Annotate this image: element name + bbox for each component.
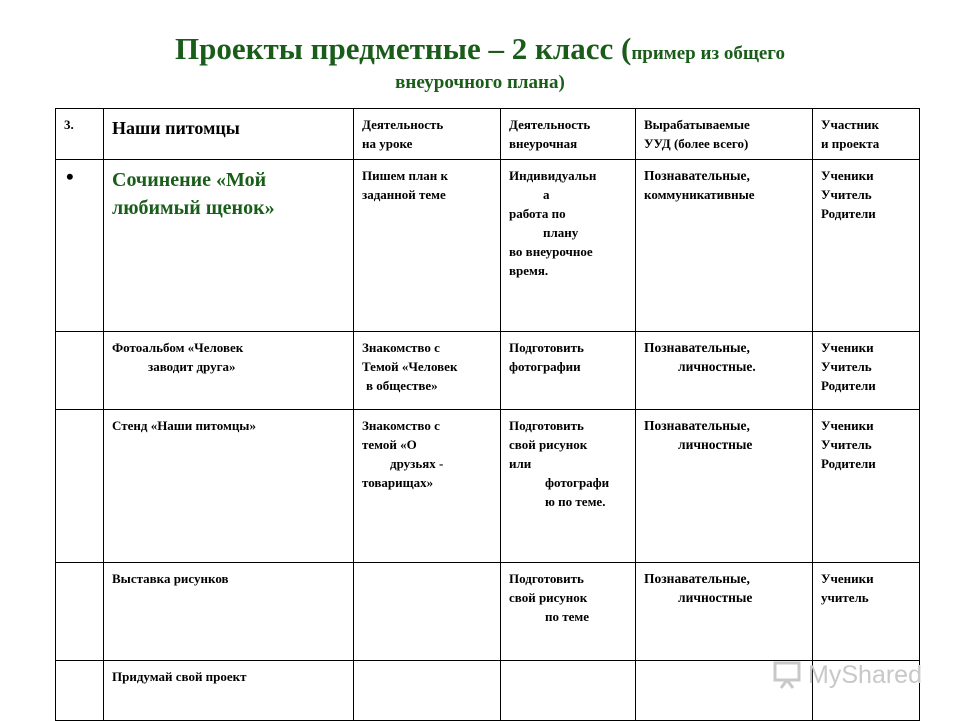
table-row: [56, 332, 920, 410]
projects-table: [55, 108, 920, 721]
row-uud: Познавательные, личностные: [636, 563, 813, 661]
page-title: Проекты предметные – 2 класс (пример из общего внеурочного плана): [175, 31, 785, 93]
header-lesson: Деятельность на уроке: [354, 109, 501, 160]
table-row: [56, 410, 920, 563]
table-header-row: [56, 109, 920, 160]
row-uud: Познавательные, личностные: [636, 410, 813, 563]
row-marker-empty: [56, 332, 104, 410]
row-uud: Познавательные, личностные.: [636, 332, 813, 410]
presentation-icon: [772, 660, 802, 690]
row-participants: Ученики учитель: [813, 563, 920, 661]
row-participants: Ученики Учитель Родители: [813, 160, 920, 332]
row-marker-empty: [56, 661, 104, 721]
row-project: Фотоальбом «Человек заводит друга»: [104, 332, 354, 410]
row-lesson-empty: [354, 661, 501, 721]
row-project: Выставка рисунков: [104, 563, 354, 661]
row-participants: Ученики Учитель Родители: [813, 332, 920, 410]
row-project: Придумай свой проект: [104, 661, 354, 721]
row-extracurricular: Индивидуальн а работа по плану во внеурочное время.: [501, 160, 636, 332]
watermark-text: MyShared: [808, 660, 922, 689]
header-uud: Вырабатываемые УУД (более всего): [636, 109, 813, 160]
row-marker-empty: [56, 563, 104, 661]
table-row: [56, 160, 920, 332]
header-participants: Участник и проекта: [813, 109, 920, 160]
row-lesson: Знакомство с темой «О друзьях - товарищах»: [354, 410, 501, 563]
row-extracurricular: Подготовить фотографии: [501, 332, 636, 410]
row-lesson: Пишем план к заданной теме: [354, 160, 501, 332]
table-row: [56, 563, 920, 661]
watermark: [772, 660, 922, 690]
row-project: Сочинение «Мой любимый щенок»: [104, 160, 354, 332]
row-project: Стенд «Наши питомцы»: [104, 410, 354, 563]
header-project: Наши питомцы: [104, 109, 354, 160]
row-extracurricular: Подготовить свой рисунок или фотографи ю по теме.: [501, 410, 636, 563]
row-marker-empty: [56, 410, 104, 563]
header-number: 3.: [56, 109, 104, 160]
row-lesson: Знакомство с Темой «Человек в обществе»: [354, 332, 501, 410]
bullet-marker: •: [56, 160, 104, 332]
row-uud: Познавательные, коммуникативные: [636, 160, 813, 332]
row-lesson-empty: [354, 563, 501, 661]
row-extracurricular-empty: [501, 661, 636, 721]
row-participants: Ученики Учитель Родители: [813, 410, 920, 563]
row-extracurricular: Подготовить свой рисунок по теме: [501, 563, 636, 661]
header-extracurricular: Деятельность внеурочная: [501, 109, 636, 160]
